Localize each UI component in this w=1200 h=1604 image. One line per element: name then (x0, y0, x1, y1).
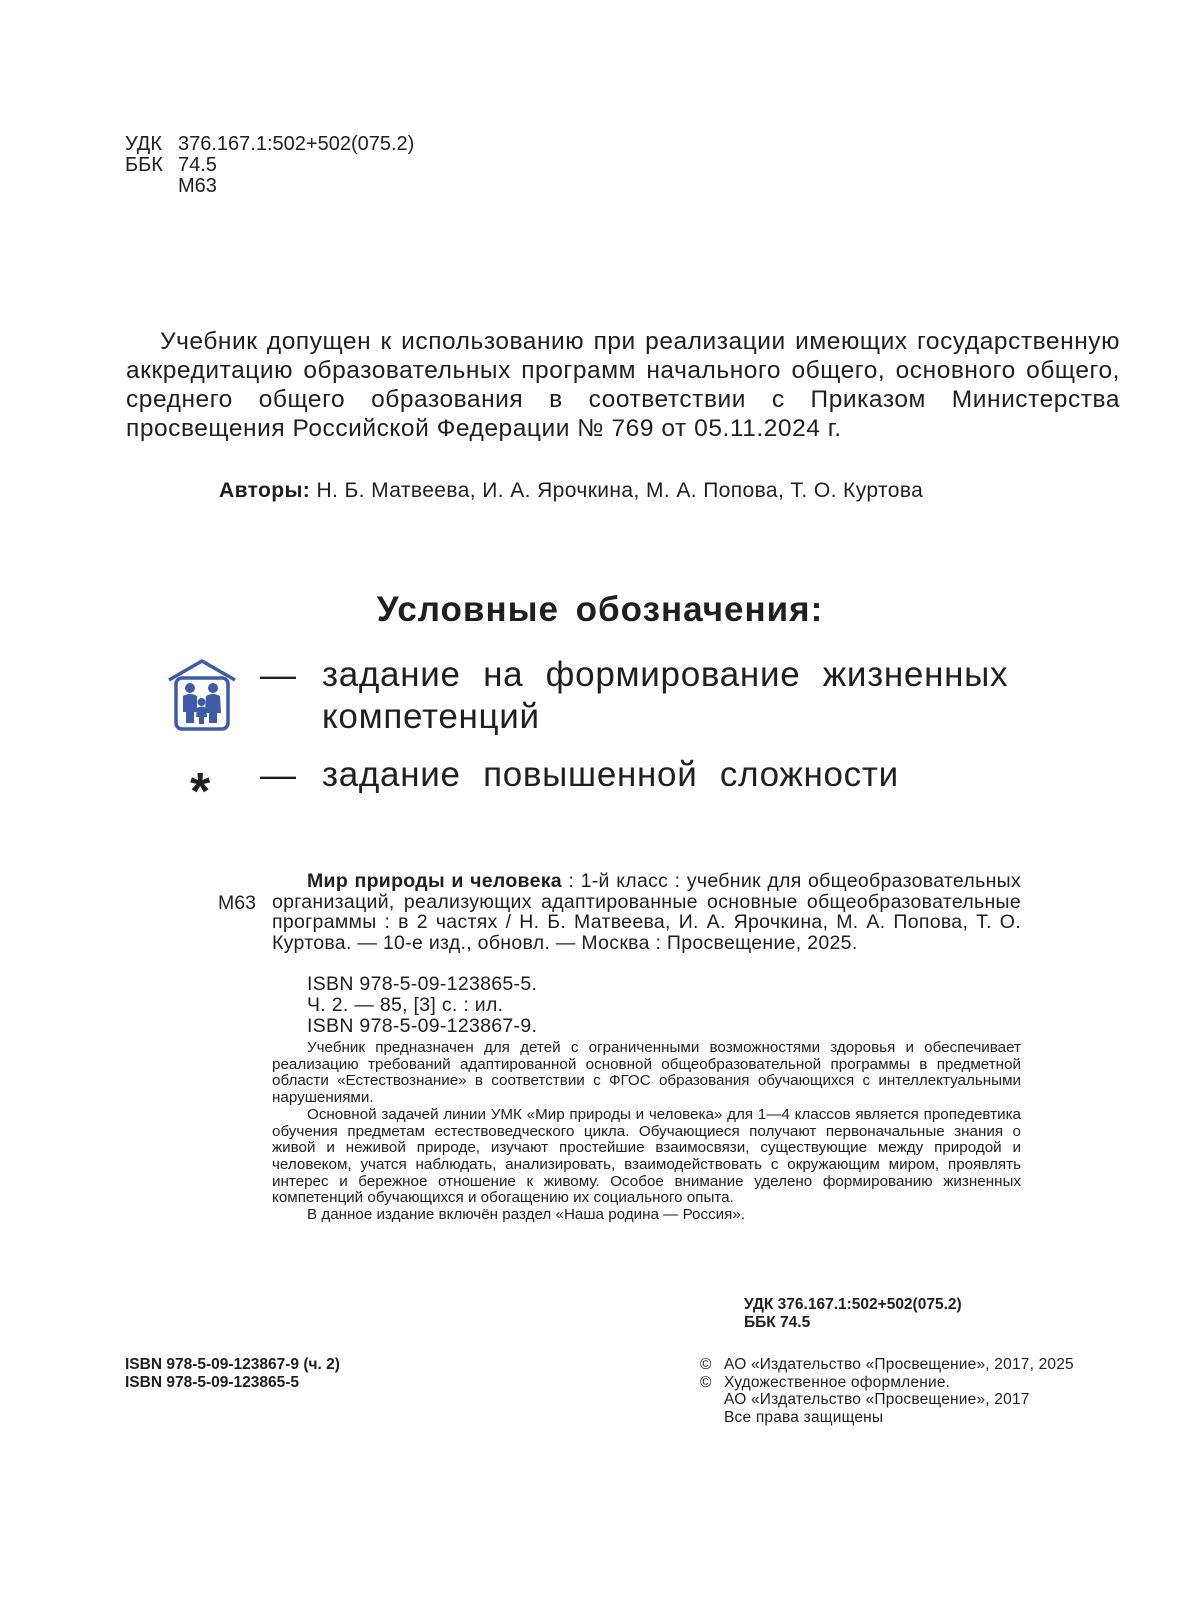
legend-item-competence-text (322, 654, 1008, 738)
copyright-icon: © (700, 1356, 712, 1373)
classification-value: 376.167.1:502+502(075.2) (178, 133, 415, 155)
isbn-block (125, 1356, 340, 1391)
legend-item-difficulty (260, 754, 297, 797)
bottom-udk: УДК 376.167.1:502+502(075.2) (744, 1296, 962, 1313)
copyright-row (700, 1391, 1074, 1409)
legend-dash: — (260, 754, 297, 795)
classification-value: М63 (178, 175, 217, 197)
asterisk-icon: * (190, 763, 211, 821)
catalog-card-part: Ч. 2. — 85, [3] с. : ил. (307, 994, 504, 1016)
authors-label: Авторы: (219, 479, 311, 502)
copyright-row (700, 1356, 1074, 1374)
legend-item-line: компетенций (322, 697, 540, 736)
bottom-classification (744, 1296, 962, 1331)
catalog-card-imprint: : 1-й класс : учебник для общеобразовательных организаций, реализующих адаптированные основные общеобразовательные программы : в 2 частях / Н. Б. Матвеева, И. А. Ярочкина, М. А. Попова, Т. О. Куртова. — 10-е изд., обновл. — Москва : Просвещение, 2025. (272, 870, 1022, 954)
classification-key: УДК (125, 133, 163, 155)
approval-paragraph: Учебник допущен к использованию при реализации имеющих государственную аккредитацию образовательных программ начального общего, основного общего, среднего общего образования в соответствии с Приказом Министерства просвещения Российской Федерации № 769 от 05.11.2024 г. (126, 328, 1120, 442)
catalog-card-isbn-part: ISBN 978-5-09-123867-9. (307, 1015, 538, 1037)
annotation-paragraph: В данное издание включён раздел «Наша родина — Россия». (307, 1206, 746, 1224)
legend-item-difficulty-text: задание повышенной сложности (322, 755, 899, 794)
legend-item-competence (260, 654, 297, 697)
family-house-icon (166, 658, 238, 732)
copyright-text: АО «Издательство «Просвещение», 2017 (724, 1391, 1030, 1408)
legend-item-line: задание на формирование жизненных (322, 655, 1009, 694)
copyright-row (700, 1409, 1074, 1427)
legend-title: Условные обозначения: (376, 590, 824, 629)
catalog-card-annotation (272, 1040, 1021, 1224)
classification-value: 74.5 (178, 154, 217, 176)
annotation-paragraph: Основной задачей линии УМК «Мир природы и человека» для 1—4 классов является пропедевтика обучения предметам естествоведческого цикла. Обучающиеся получают первоначальные знания о живой и неживой природе, изучают простейшие взаимосвязи, существующие между природой и человеком, учатся наблюдать, анализировать, взаимодействовать с окружающим миром, проявлять интерес и бережное отношение к живому. Особое внимание уделено формированию жизненных компетенций обучающихся и обогащению их социального опыта. (272, 1105, 1021, 1207)
isbn-line: ISBN 978-5-09-123865-5 (125, 1373, 300, 1391)
legend-dash: — (260, 654, 297, 695)
catalog-card-description (272, 871, 1021, 953)
copyright-icon: © (700, 1373, 712, 1391)
authors-names: Н. Б. Матвеева, И. А. Ярочкина, М. А. Попова, Т. О. Куртова (316, 479, 924, 502)
copyright-text: АО «Издательство «Просвещение», 2017, 2025 (724, 1356, 1074, 1373)
classification-block (125, 134, 414, 197)
copyright-text: Все права защищены (724, 1408, 884, 1426)
classification-row-bbk (125, 155, 414, 176)
copyright-block (700, 1356, 1074, 1426)
catalog-card-code: М63 (218, 892, 256, 914)
classification-key (125, 176, 178, 197)
classification-row-author-mark (125, 176, 414, 197)
classification-row-udk (125, 134, 414, 155)
catalog-card-title: Мир природы и человека (307, 870, 562, 892)
classification-key: ББК (125, 154, 163, 176)
copyright-text: Художественное оформление. (724, 1373, 951, 1391)
bottom-bbk: ББК 74.5 (744, 1313, 811, 1331)
copyright-row (700, 1374, 1074, 1392)
catalog-card-isbn-set: ISBN 978-5-09-123865-5. (307, 973, 538, 995)
annotation-paragraph: Учебник предназначен для детей с ограниченными возможностями здоровья и обеспечивает реализацию требований адаптированной основной общеобразовательной программы в предметной области «Естествознание» в соответствии с ФГОС образования обучающихся с интеллектуальными нарушениями. (272, 1039, 1021, 1107)
authors-line (219, 479, 923, 503)
isbn-line: ISBN 978-5-09-123867-9 (ч. 2) (125, 1356, 340, 1373)
